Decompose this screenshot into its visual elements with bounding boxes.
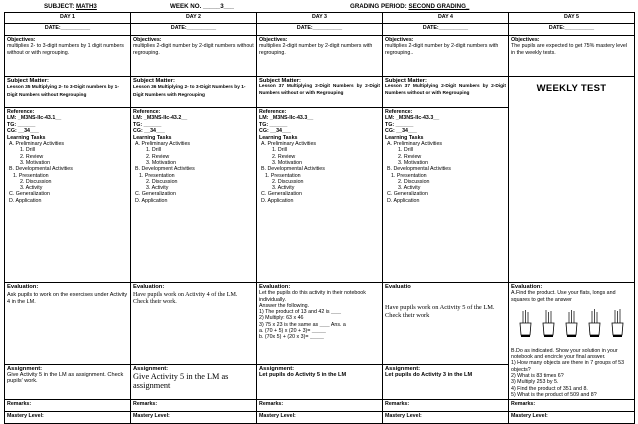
day-4-evaluation: Evaluatio Have pupils work on Activity 5 of the LM. Check their work <box>383 283 509 365</box>
subject-matter-row <box>5 77 635 108</box>
day-1-date: DATE:__________ <box>5 24 131 36</box>
day-3-mastery: Mastery Level: <box>257 412 383 424</box>
day-4-subject-matter: Subject Matter: Lesson 37 Multiplying 2-Digit Numbers by 2-Digit Numbers without or with Regrouping <box>383 77 509 108</box>
day-2-label: DAY 2 <box>131 13 257 24</box>
day-4-reference-tasks: Reference: LM: _M3NS-IIc-43.3__ TG: ______ CG: __34___ Learning Tasks A. Preliminary Activities 1. Drill 2. Review 3. Motivation B. Developmental Activities 1. Presentation 2. Discussion 3. Activity C. Generalization D. Application <box>383 108 509 283</box>
day-3-date: DATE:__________ <box>257 24 383 36</box>
day-4-mastery: Mastery Level: <box>383 412 509 424</box>
day-4-assignment: Assignment: Let pupils do Activity 3 in the LM <box>383 364 509 400</box>
subject-heading: SUBJECT: MATH3 <box>44 3 97 10</box>
day-2-assignment: Assignment: Give Activity 5 in the LM as assignment <box>131 364 257 400</box>
day-2-objectives: Objectives: multiplies 2-digit number by 2-digit numbers without regrouping. <box>131 36 257 77</box>
date-row <box>5 24 635 36</box>
day-5-label: DAY 5 <box>509 13 635 24</box>
day-5-mastery: Mastery Level: <box>509 412 635 424</box>
day-1-remarks: Remarks: <box>5 400 131 412</box>
day-4-label: DAY 4 <box>383 13 509 24</box>
day-2-date: DATE:__________ <box>131 24 257 36</box>
day-3-reference-tasks: Reference: LM: _M3NS-IIc-43.3__ TG: ______ CG: __34___ Learning Tasks A. Preliminary Activities 1. Drill 2. Review 3. Motivation B. Developmental Activities 1. Presentation 2. Discussion 3. Activity C. Generalization D. Application <box>257 108 383 283</box>
day-1-evaluation: Evaluation: Ask pupils to work on the exercises under Activity 4 in the LM. <box>5 283 131 365</box>
grading-period-value: SECOND GRADING_ <box>408 3 470 10</box>
objectives-row <box>5 36 635 77</box>
plan-header <box>0 0 638 12</box>
day-1-mastery: Mastery Level: <box>5 412 131 424</box>
day-2-remarks: Remarks: <box>131 400 257 412</box>
grading-period-heading: GRADING PERIOD: SECOND GRADING_ <box>350 3 470 10</box>
day-4-objectives: Objectives: multiplies 2-digit number by 2-digit numbers with regrouping.. <box>383 36 509 77</box>
remarks-row <box>5 400 635 412</box>
day-2-mastery: Mastery Level: <box>131 412 257 424</box>
eval-item-3: 3) 75 x 23 is the same as _____ Ans. a <box>259 321 346 328</box>
eval-item-1: 1) The product of 13 and 42 is _____ <box>259 309 342 316</box>
week-heading: WEEK NO. _____3___ <box>170 3 235 10</box>
straws-in-cups-illustration <box>511 307 629 341</box>
day-1-subject-matter: Subject Matter: Lesson 35 Multiplying 2- to 3-Digit numbers by 1-Digit Numbers without Regrouping <box>5 77 131 108</box>
day-3-evaluation: Evaluation: Let the pupils do this activity in their notebook individually. Answer the following. 1) The product of 13 and 42 is _____ 2) Multiply: 63 x 46 3) 75 x 23 is the same as _____ Ans. a a. (70 + 5) x (20 + 3)= _______ b. (70x 5) + (20 x 3)= _______ <box>257 283 383 365</box>
weekly-test-title: WEEKLY TEST <box>536 83 607 94</box>
day-1-assignment: Assignment: Give Activity 5 in the LM as assignment. Check pupils' work. <box>5 364 131 400</box>
eval-item-3b: b. (70x 5) + (20 x 3)= _______ <box>259 334 324 341</box>
day-header-row <box>5 13 635 24</box>
day-5-weekly-test <box>509 77 635 283</box>
day-5-evaluation: Evaluation: A.Find the product. Use your flats, longs and squares to get the answer B.Do as indicated. Show your solution in your notebook and encircle your final answer. 1) How many objects are there in 7 groups of 53 objects? 2) What is 83 times 6? 3) Multiply 253 by 5. 4) Find the product of 351 and 8. 5) What is the product of 509 and 8? <box>509 283 635 400</box>
day-1-reference-tasks: Reference: LM: _M3NS-IIc-43.1__ TG: ______ CG: __34___ Learning Tasks A. Preliminary Activities 1. Drill 2. Review 3. Motivation B. Developmental Activities 1. Presentation 2. Discussion 3. Activity C. Generalization D. Application <box>5 108 131 283</box>
day-2-evaluation: Evaluation: Have pupils work on Activity 4 of the LM. Check their work. <box>131 283 257 365</box>
day-1-objectives: Objectives: multiplies 2- to 3-digit numbers by 1 digit numbers without or with regrouping. <box>5 36 131 77</box>
day-5-remarks: Remarks: <box>509 400 635 412</box>
day-3-subject-matter: Subject Matter: Lesson 37 Multiplying 2-Digit Numbers by 2-Digit Numbers without or with Regrouping <box>257 77 383 108</box>
day-2-subject-matter: Subject Matter: Lesson 36 Multiplying 2- to 3-Digit Numbers by 1-Digit Numbers with Regrouping <box>131 77 257 108</box>
evaluation-row <box>5 283 635 365</box>
day-5-objectives: Objectives: The pupils are expected to get 75% mastery level in the weekly tests. <box>509 36 635 77</box>
day-2-reference-tasks: Reference: LM: _M3NS-IIc-43.2__ TG: ______ CG: __34___ Learning Tasks A. Preliminary Activities 1. Drill 2. Review 3. Motivation B. Development Activities 1. Presentation 2. Discussion 3. Activity C. Generalization D. Application <box>131 108 257 283</box>
week-value: _____3___ <box>203 3 235 10</box>
day-1-label: DAY 1 <box>5 13 131 24</box>
day-4-remarks: Remarks: <box>383 400 509 412</box>
cup-group-5 <box>612 309 623 337</box>
day-3-assignment: Assignment: Let pupils do Activity 5 in the LM <box>257 364 383 400</box>
day-5-date: DATE:__________ <box>509 24 635 36</box>
day-4-date: DATE:__________ <box>383 24 509 36</box>
subject-value: MATH3 <box>76 3 97 10</box>
lesson-plan-table <box>4 12 635 424</box>
cup-group-3 <box>566 310 577 337</box>
day-3-label: DAY 3 <box>257 13 383 24</box>
day-3-objectives: Objectives: multiplies 2-digit number by 2-digit numbers with regrouping. <box>257 36 383 77</box>
cup-group-4 <box>589 309 600 337</box>
eval-item-2: 2) Multiply: 63 x 46 <box>259 315 304 322</box>
cup-group-2 <box>543 310 554 337</box>
eval-item-3a: a. (70 + 5) x (20 + 3)= _______ <box>259 328 326 335</box>
cup-group-1 <box>520 310 531 337</box>
day-3-remarks: Remarks: <box>257 400 383 412</box>
